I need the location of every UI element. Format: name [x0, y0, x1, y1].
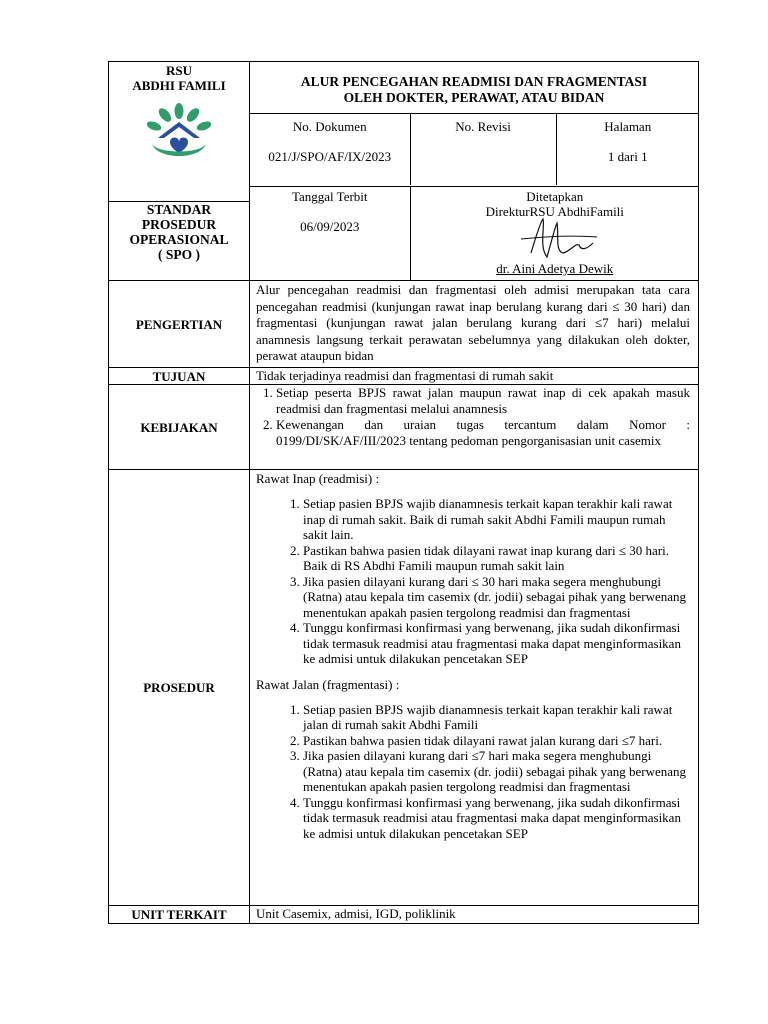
- list-item: 2. Kewenangan dan uraian tugas tercantum dalam Nomor : 0199/DI/SK/AF/III/2023 tentang pedoman pengorganisasian unit casemix: [276, 417, 690, 449]
- kebijakan-list: [256, 385, 690, 449]
- list-item: 1. Setiap peserta BPJS rawat jalan maupun rawat inap di cek apakah masuk readmisi dan fragmentasi melalui anamnesis: [276, 385, 690, 417]
- spo-line3: OPERASIONAL: [129, 232, 229, 247]
- list-item: 4. Tunggu konfirmasi konfirmasi yang berwenang, jika sudah dikonfirmasi tidak termasuk readmisi atau fragmentasi maka dapat menginformasikan ke admisi untuk dilakukan pencetakan SEP: [303, 620, 690, 667]
- rawat-jalan-list: [256, 702, 690, 842]
- title-block: [250, 62, 699, 187]
- list-item: 3. Jika pasien dilayani kurang dari ≤7 hari maka segera menghubungi (Ratna) atau kepala tim casemix (dr. jodii) sebagai pihak yang berwenang menentukan apakah pasien tergolong readmisi dan fragmentasi: [303, 748, 690, 795]
- spo-label: [109, 201, 249, 262]
- title-line2: OLEH DOKTER, PERAWAT, ATAU BIDAN: [343, 90, 605, 105]
- doc-number-label: No. Dokumen: [292, 119, 367, 134]
- unit-terkait-text: Unit Casemix, admisi, IGD, poliklinik: [250, 906, 699, 924]
- director-title: DirekturRSU AbdhiFamili: [485, 204, 624, 219]
- kebijakan-block: [250, 385, 699, 470]
- spo-line2: PROSEDUR: [141, 217, 217, 232]
- spo-document: [108, 61, 699, 924]
- signer-name: dr. Aini Adetya Dewik: [496, 261, 614, 276]
- kebijakan-label: KEBIJAKAN: [109, 385, 250, 470]
- spo-line4: ( SPO ): [158, 247, 200, 262]
- revision-label: No. Revisi: [455, 119, 511, 134]
- rawat-jalan-heading: Rawat Jalan (fragmentasi) :: [256, 676, 400, 692]
- prosedur-label: PROSEDUR: [109, 470, 250, 906]
- list-item: 1. Setiap pasien BPJS wajib dianamnesis terkait kapan terakhir kali rawat inap di rumah sakit. Baik di rumah sakit Abdhi Famili maupun rumah sakit lain.: [303, 496, 690, 543]
- spo-line1: STANDAR: [146, 202, 212, 217]
- pengertian-label: PENGERTIAN: [109, 281, 250, 368]
- doc-number-value: 021/J/SPO/AF/IX/2023: [268, 149, 392, 164]
- list-item: 3. Jika pasien dilayani kurang dari ≤ 30 hari maka segera menghubungi (Ratna) atau kepala tim casemix (dr. jodii) sebagai pihak yang berwenang menentukan apakah pasien tergolong readmisi dan fragmentasi: [303, 574, 690, 621]
- rawat-inap-heading: Rawat Inap (readmisi) :: [256, 471, 380, 486]
- unit-terkait-label: UNIT TERKAIT: [109, 906, 250, 924]
- org-name-line2: ABDHI FAMILI: [132, 78, 226, 93]
- list-item: 2. Pastikan bahwa pasien tidak dilayani rawat jalan kurang dari ≤7 hari.: [303, 733, 690, 749]
- page-label: Halaman: [604, 119, 652, 134]
- page-value: 1 dari 1: [607, 149, 648, 164]
- org-name-line1: RSU: [165, 63, 192, 78]
- list-item: 4. Tunggu konfirmasi konfirmasi yang berwenang, jika sudah dikonfirmasi tidak termasuk readmisi atau fragmentasi maka dapat menginformasikan ke admisi untuk dilakukan pencetakan SEP: [303, 795, 690, 842]
- prosedur-block: [250, 470, 699, 906]
- hospital-logo-icon: [109, 102, 249, 169]
- list-item: 1. Setiap pasien BPJS wajib dianamnesis terkait kapan terakhir kali rawat jalan di rumah sakit Abdhi Famili: [303, 702, 690, 733]
- rawat-inap-list: [256, 496, 690, 667]
- issue-date-value: 06/09/2023: [300, 219, 360, 234]
- doc-info-table: [250, 113, 699, 185]
- list-item: 2. Pastikan bahwa pasien tidak dilayani rawat inap kurang dari ≤ 30 hari. Baik di RS Abdhi Famili maupun rumah sakit lain: [303, 543, 690, 574]
- pengertian-text: Alur pencegahan readmisi dan fragmentasi oleh admisi merupakan tata cara pencegahan readmisi (kunjungan rawat inap berulang kurang dari ≤ 30 hari) dan fragmentasi (kunjungan rawat jalan berulang kurang dari ≤7 hari) melalui anamnesis langsung terkait perawatan sebelumnya yang dilakukan oleh dokter, perawat ataupun bidan: [250, 281, 699, 368]
- issue-date-label: Tanggal Terbit: [291, 189, 368, 204]
- tujuan-label: TUJUAN: [109, 368, 250, 385]
- signature-icon: [501, 213, 611, 263]
- set-label: Ditetapkan: [526, 189, 584, 204]
- title-line1: ALUR PENCEGAHAN READMISI DAN FRAGMENTASI: [300, 74, 648, 89]
- issue-sign-block: [250, 187, 699, 281]
- tujuan-text: Tidak terjadinya readmisi dan fragmentasi di rumah sakit: [250, 368, 699, 385]
